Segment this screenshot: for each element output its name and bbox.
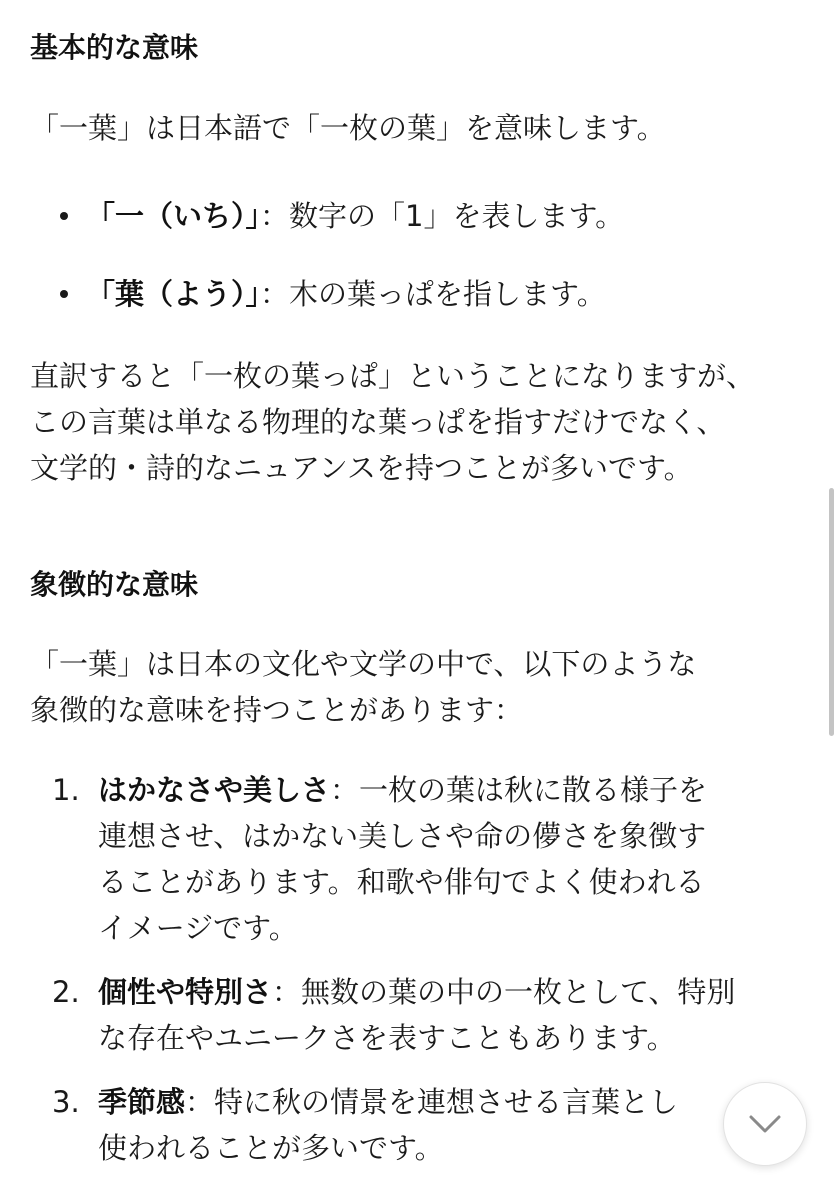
list-item [52, 1079, 822, 1171]
basic-paragraph [30, 353, 755, 491]
item-line: ることがあります。和歌や俳句でよく使われる [98, 865, 705, 899]
heading-symbolic-meaning: 象徴的な意味 [30, 568, 199, 601]
scrollbar-thumb[interactable] [829, 488, 834, 736]
item-number: 3. [52, 1085, 80, 1119]
item-text: ：無数の葉の中の一枚として、特別 [272, 975, 736, 1009]
item-term: 季節感 [98, 1085, 186, 1119]
bullet-dot [60, 290, 68, 298]
list-item [58, 271, 624, 317]
item-line: 連想させ、はかない美しさや命の儚さを象徴す [98, 819, 707, 853]
item-line: イメージです。 [98, 911, 298, 945]
numbered-list [52, 767, 822, 1189]
list-item [52, 969, 822, 1061]
symbolic-intro [30, 641, 696, 733]
item-number: 2. [52, 975, 80, 1009]
list-item [52, 767, 822, 951]
heading-basic-meaning: 基本的な意味 [30, 31, 199, 64]
chevron-down-icon [745, 1112, 785, 1136]
item-line: 使われることが多いです。 [98, 1131, 444, 1165]
item-term: 個性や特別さ [98, 975, 273, 1009]
paragraph-line: 象徴的な意味を持つことがあります： [30, 693, 524, 727]
paragraph-line: 「一葉」は日本の文化や文学の中で、以下のような [30, 647, 697, 681]
item-line: な存在やユニークさを表すこともあります。 [98, 1021, 676, 1055]
bullet-desc: ：木の葉っぱを指します。 [260, 277, 606, 311]
scroll-to-bottom-button[interactable] [723, 1082, 807, 1166]
paragraph-line: この言葉は単なる物理的な葉っぱを指すだけでなく、 [30, 405, 726, 439]
item-line [98, 767, 822, 813]
paragraph-line: 直訳すると「一枚の葉っぱ」ということになりますが、 [30, 359, 756, 393]
item-text: ：特に秋の情景を連想させる言葉とし [185, 1085, 679, 1119]
bullet-term: 「一（いち）」 [86, 199, 261, 233]
item-number: 1. [52, 773, 80, 807]
item-text: ：一枚の葉は秋に散る様子を [330, 773, 708, 807]
basic-intro: 「一葉」は日本語で「一枚の葉」を意味します。 [30, 111, 666, 145]
item-term: はかなさや美しさ [98, 773, 331, 807]
list-item [58, 193, 624, 239]
item-line [98, 1079, 822, 1125]
bullet-list [58, 193, 624, 349]
bullet-desc: ：数字の「1」を表します。 [260, 199, 625, 233]
bullet-term: 「葉（よう）」 [86, 277, 261, 311]
item-line [98, 969, 822, 1015]
bullet-dot [60, 212, 68, 220]
paragraph-line: 文学的・詩的なニュアンスを持つことが多いです。 [30, 451, 693, 485]
